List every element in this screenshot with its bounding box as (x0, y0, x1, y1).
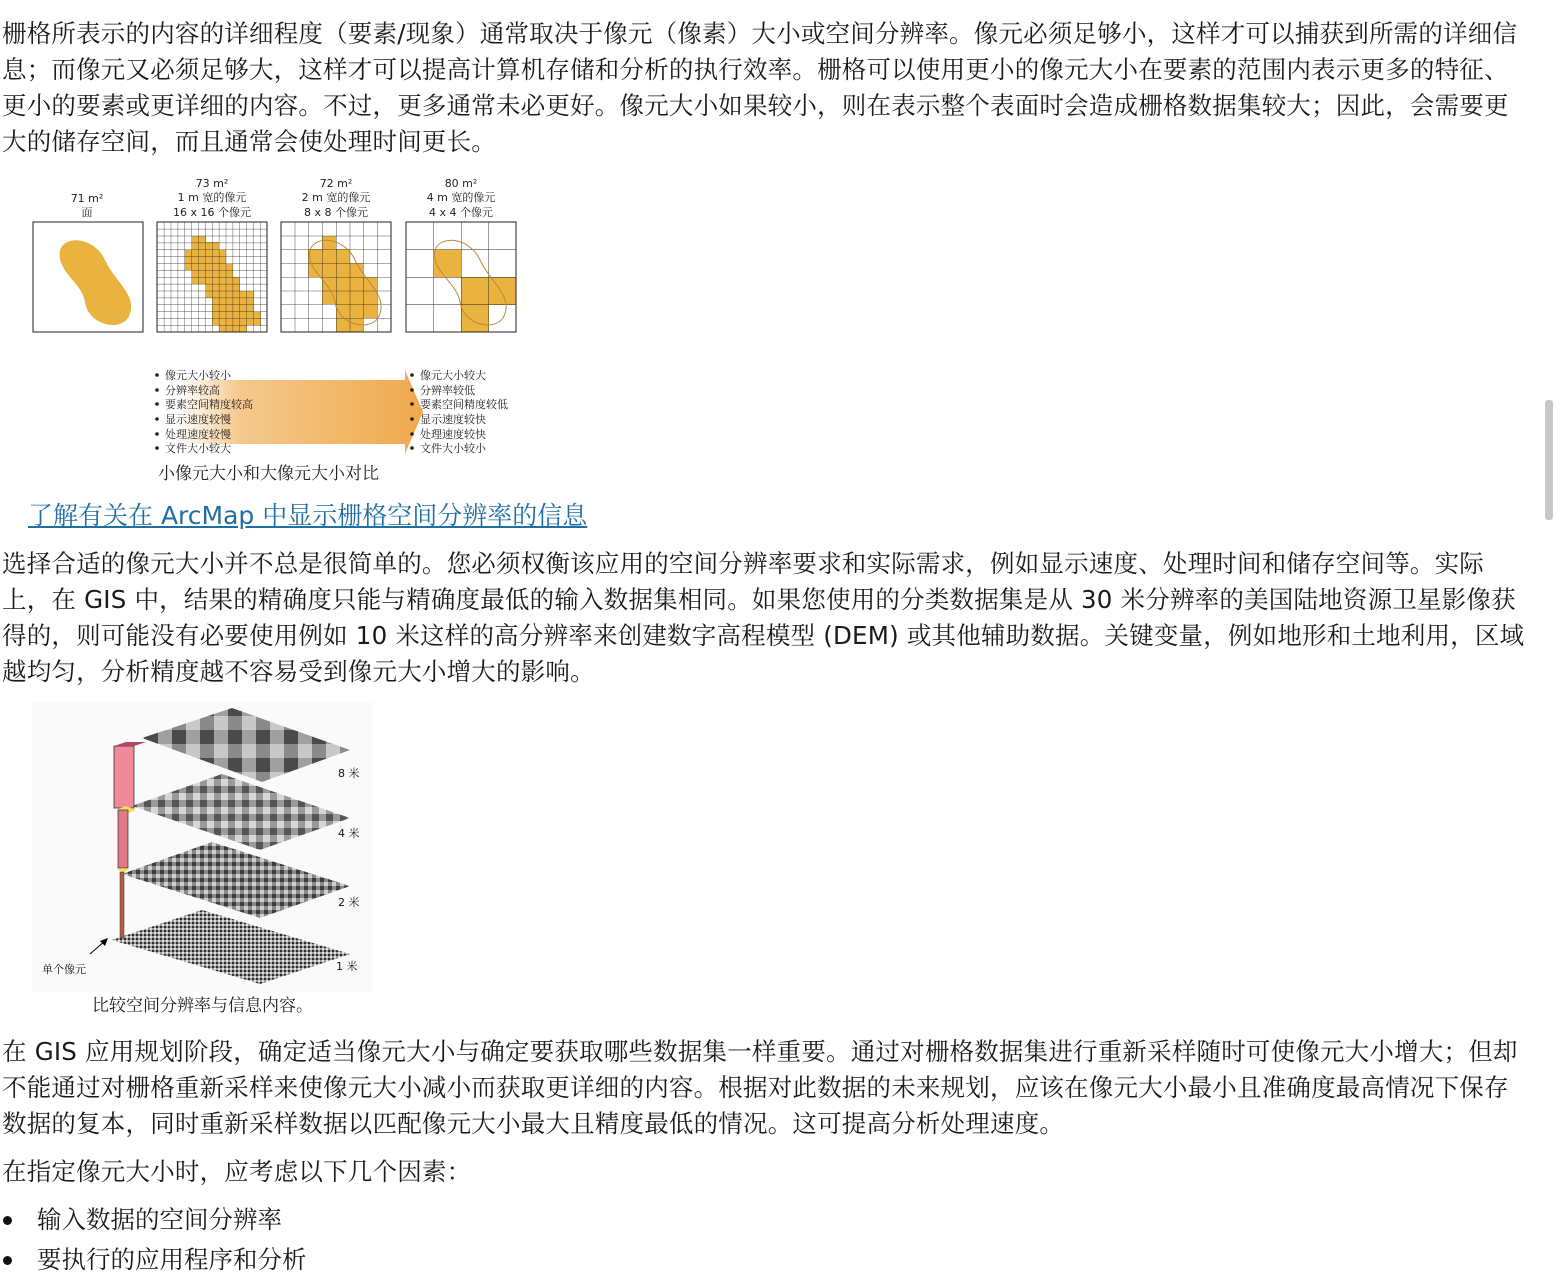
panel-3-area: 72 m² (319, 177, 353, 190)
figure2-caption: 比较空间分辨率与信息内容。 (92, 996, 313, 1016)
list-item: 输入数据的空间分辨率 (0, 1200, 307, 1240)
factors-list (0, 1200, 307, 1280)
panel-1-area: 71 m² (70, 192, 104, 205)
planning-paragraph: 在 GIS 应用规划阶段，确定适当像元大小与确定要获取哪些数据集一样重要。通过对栅格数据集进行重新采样随时可使像元大小增大；但却不能通过对栅格重新采样来使像元大小减小而获取更详细的内容。根据对此数据的未来规划，应该在像元大小最小且准确度最高情况下保存数据的复本，同时重新采样数据以匹配像元大小最大且精度最低的情况。这可提高分析处理速度。 (2, 1037, 1518, 1138)
panel-1-label: 面 (81, 206, 93, 219)
large-cell-item: 显示速度较快 (420, 413, 486, 426)
raster-8x8-panel (281, 222, 391, 332)
small-cell-item: 要素空间精度较高 (165, 398, 253, 411)
cell-size-choice-paragraph: 选择合适的像元大小并不总是很简单的。您必须权衡该应用的空间分辨率要求和实际需求，例如显示速度、处理时间和储存空间等。实际上，在 GIS 中，结果的精确度只能与精确度最低的输入数据集相同。如果您使用的分类数据集是从 30 米分辨率的美国陆地资源卫星影像获得的，则可能没有必要使用例如 10 米这样的高分辨率来创建数字高程模型 (DEM) 或其他辅助数据。关键变量，例如地形和土地利用，区域越均匀，分析精度越不容易受到像元大小增大的影响。 (2, 549, 1525, 686)
raster-16x16-panel (157, 222, 267, 332)
large-cell-item: 像元大小较大 (420, 369, 486, 382)
panel-2-width: 1 m 宽的像元 (177, 191, 247, 204)
large-cell-item: 文件大小较小 (420, 442, 486, 455)
panel-4-area: 80 m² (444, 177, 478, 190)
cell-size-comparison-figure (20, 172, 540, 462)
small-cell-item: 处理速度较慢 (165, 428, 231, 441)
layer-label-1m: 1 米 (336, 960, 358, 973)
panel-2-area: 73 m² (195, 177, 229, 190)
large-cell-item: 处理速度较快 (420, 428, 486, 441)
factors-intro: 在指定像元大小时，应考虑以下几个因素： (2, 1157, 472, 1186)
large-cell-list (410, 368, 508, 455)
panel-2-cells: 16 x 16 个像元 (173, 206, 251, 219)
intro-paragraph: 栅格所表示的内容的详细程度（要素/现象）通常取决于像元（像素）大小或空间分辨率。像元必须足够小，这样才可以捕获到所需的详细信息；而像元又必须足够大，这样才可以提高计算机存储和分析的执行效率。栅格可以使用更小的像元大小在要素的范围内表示更多的特征、更小的要素或更详细的内容。不过，更多通常未必更好。像元大小如果较小，则在表示整个表面时会造成栅格数据集较大；因此，会需要更大的储存空间，而且通常会使处理时间更长。 (2, 19, 1518, 156)
layer-label-4m: 4 米 (338, 827, 360, 840)
small-cell-item: 分辨率较高 (165, 384, 220, 397)
small-cell-item: 像元大小较小 (165, 369, 231, 382)
single-cell-label: 单个像元 (42, 963, 86, 976)
panel-4-cells: 4 x 4 个像元 (429, 206, 493, 219)
layer-label-8m: 8 米 (338, 767, 360, 780)
panel-3-width: 2 m 宽的像元 (301, 191, 371, 204)
large-cell-item: 分辨率较低 (420, 384, 475, 397)
panel-3-cells: 8 x 8 个像元 (304, 206, 368, 219)
small-cell-item: 显示速度较慢 (165, 413, 231, 426)
figure1-caption: 小像元大小和大像元大小对比 (158, 464, 379, 484)
small-cell-item: 文件大小较大 (165, 442, 231, 455)
scrollbar-thumb[interactable] (1545, 400, 1553, 520)
list-item: 要执行的应用程序和分析 (0, 1240, 307, 1280)
layer-label-2m: 2 米 (338, 896, 360, 909)
resolution-layers-figure (32, 702, 372, 992)
panel-4-width: 4 m 宽的像元 (426, 191, 496, 204)
arcmap-resolution-link[interactable]: 了解有关在 ArcMap 中显示栅格空间分辨率的信息 (28, 501, 588, 530)
vertical-scrollbar[interactable] (1544, 0, 1554, 1274)
cell-column-8m (114, 746, 134, 808)
large-cell-item: 要素空间精度较低 (420, 398, 508, 411)
raster-4x4-panel (406, 222, 516, 332)
